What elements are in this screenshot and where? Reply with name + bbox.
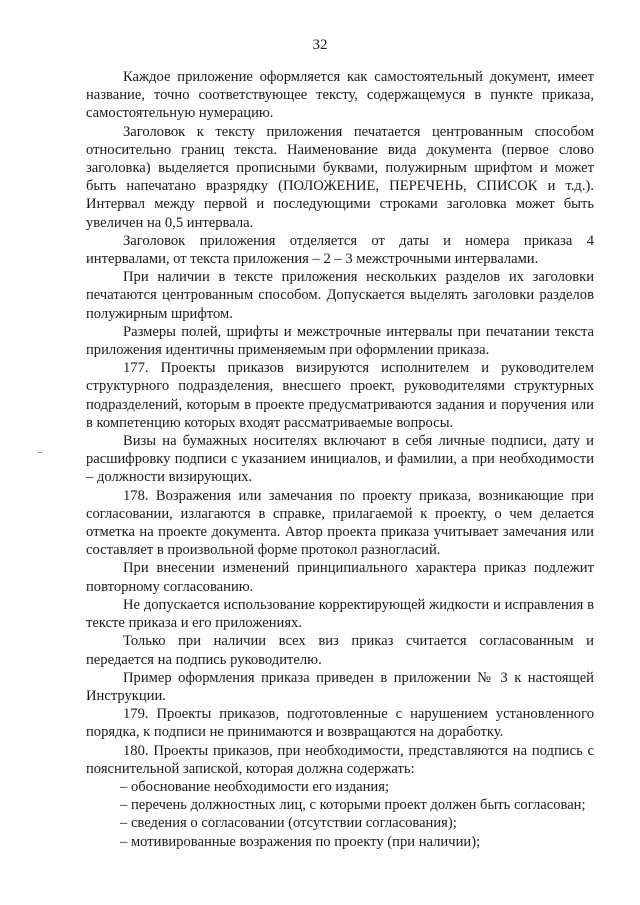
paragraph-margins-fonts: Размеры полей, шрифты и межстрочные интервалы при печатании текста приложения идентичны применяемым при оформлении приказа. — [86, 323, 594, 359]
paragraph-appendix-heading: Заголовок к тексту приложения печатается центрованным способом относительно границ текста. Наименование вида документа (первое слово заголовка) выделяется прописными буквами, полужирным шрифтом и может быть напечатано вразрядку (ПОЛОЖЕНИЕ, ПЕРЕЧЕНЬ, СПИСОК и т.д.). Интервал между первой и последующими строками заголовка может быть увеличен на 0,5 интервала. — [86, 123, 594, 231]
margin-mark — [38, 452, 42, 453]
paragraph-item-179: 179. Проекты приказов, подготовленные с нарушением установленного порядка, к подписи не принимаются и возвращаются на доработку. — [86, 706, 594, 741]
list-item: – обоснование необходимости его издания; — [120, 778, 389, 795]
document-body — [86, 68, 594, 851]
paragraph-visas: Визы на бумажных носителях включают в себя личные подписи, дату и расшифровку подписи с указанием инициалов, и фамилии, а при необходимости – должности визирующих. — [86, 433, 594, 486]
paragraph-re-approval: При внесении изменений принципиального характера приказ подлежит повторному согласованию. — [86, 560, 594, 595]
paragraph-example-reference: Пример оформления приказа приведен в приложении № 3 к настоящей Инструкции. — [86, 669, 594, 704]
paragraph-item-177: 177. Проекты приказов визируются исполнителем и руководителем структурного подразделения, внесшего проект, руководителями структурных подразделений, которым в проекте предусматриваются задания и поручения или в компетенцию которых входят рассматриваемые вопросы. — [86, 360, 594, 431]
paragraph-all-visas: Только при наличии всех виз приказ считается согласованным и передается на подпись руководителю. — [86, 633, 594, 668]
list-item: – перечень должностных лиц, с которыми проект должен быть согласован; — [120, 797, 586, 814]
paragraph-item-180: 180. Проекты приказов, при необходимости, представляются на подпись с пояснительной запиской, которая должна содержать: — [86, 742, 594, 777]
paragraph-heading-spacing: Заголовок приложения отделяется от даты и номера приказа 4 интервалами, от текста приложения – 2 – 3 межстрочными интервалами. — [86, 232, 594, 268]
paragraph-item-178: 178. Возражения или замечания по проекту приказа, возникающие при согласовании, излагаются в справке, прилагаемой к проекту, о чем делается отметка на проекте документа. Автор проекта приказа учитывает замечания или составляет в произвольной форме протокол разногласий. — [86, 487, 594, 559]
paragraph-section-headings: При наличии в тексте приложения нескольких разделов их заголовки печатаются центрованным способом. Допускается выделять заголовки разделов полужирным шрифтом. — [86, 269, 594, 322]
list-item: – сведения о согласовании (отсутствии согласования); — [120, 815, 457, 832]
page-number: 32 — [312, 37, 328, 53]
paragraph-no-correction-fluid: Не допускается использование корректирующей жидкости и исправления в тексте приказа и его приложениях. — [86, 596, 594, 632]
list-item: – мотивированные возражения по проекту (при наличии); — [120, 833, 481, 850]
paragraph-appendix-format: Каждое приложение оформляется как самостоятельный документ, имеет название, точно соответствующее тексту, содержащемуся в пункте приказа, самостоятельную нумерацию. — [86, 69, 594, 122]
